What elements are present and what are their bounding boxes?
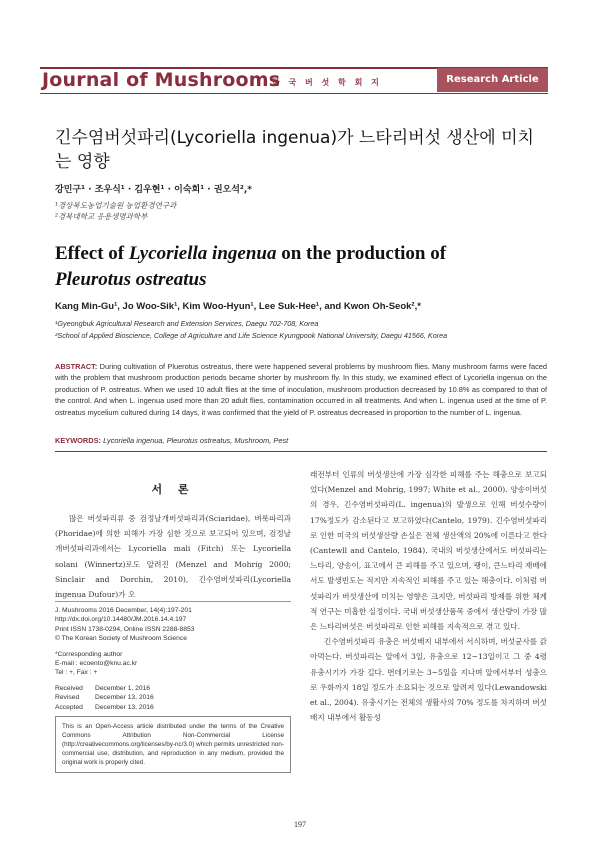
intro-right-paragraph-2: 긴수염버섯파리 유충은 버섯배지 내부에서 서식하며, 버섯균사를 갉아먹는다. 버섯파리는 알에서 3일, 유충으로 12~13일이고 그 중 4령 유충시기가 가장 길다. 번데기로는 3~5일을 지나며 알에서부터 성충으로 우화까지 18일 정도가 소요되는 것으로 알려져 있다(Lewandowski et al., 2004). 유충시기는 전체의 생활사의 70% 정도를 차지하며 버섯배지 내부에서 활동성 — [310, 637, 547, 723]
phone-fax-line: Tel : +, Fax : + — [55, 669, 98, 677]
date-value: December 13, 2016 — [95, 694, 154, 702]
korean-title: 긴수염버섯파리(Lycoriella ingenua)가 느타리버섯 생산에 미치는 영향 — [55, 128, 534, 172]
date-value: December 13, 2016 — [95, 703, 154, 711]
journal-title: Journal of Mushrooms — [42, 69, 281, 91]
citation-line: J. Mushrooms 2016 December, 14(4):197-201 — [55, 607, 192, 614]
keywords-label: KEYWORDS: — [55, 436, 101, 445]
intro-right-paragraph-1: 래전부터 인류의 버섯생산에 가장 심각한 피해를 주는 해충으로 보고되었다(Menzel and Mohrig, 1997; White et al., 2000). 양송이버섯의 경우, 긴수염버섯파리(L. ingenua)의 발생으로 인해 버섯수량이 17%정도가 감소된다고 보고하였다(Cantelo, 1979). 긴수염버섯파리로 인한 미국의 버섯생산량 손실은 전체 생산액의 20%에 이른다고 한다(Cantewll and Cantelo, 1984). 국내의 버섯생산에서도 버섯파리는 느타리, 양송이, 표고에서 큰 피해를 주고 있으며, 팽이, 큰느타리 재배에서도 발생빈도는 적지만 지속적인 피해를 주고 있는 해충이다. 이처럼 버섯파리가 버섯생산에 미치는 영향은 크지만, 버섯파리 방제를 위한 체계적 연구는 미흡한 실정이다. 국내 버섯생산품목 중에서 생산량이 가장 많은 느타리버섯은 버섯파리로 인한 피해를 지속적으로 겪고 있다. — [310, 470, 547, 632]
keywords — [55, 436, 547, 445]
copyright-line: © The Korean Society of Mushroom Science — [55, 635, 187, 643]
abstract-label: ABSTRACT: — [55, 362, 98, 371]
open-access-notice: This is an Open-Access article distributed under the terms of the Creative Commons Attribution Non-Commercial License (http://creativecommons.org/licenses/by-nc/3.0) which permits unrestricted non-commercial use, distribution, and reproduction in any medium, provided the original work is properly cited. — [55, 716, 291, 773]
abstract — [55, 361, 547, 418]
issn-line: Print ISSN 1738-0294, Online ISSN 2288-8853 — [55, 625, 195, 633]
date-label: Revised — [55, 694, 80, 702]
date-label: Received — [55, 684, 83, 692]
keywords-divider — [55, 451, 547, 452]
date-label: Accepted — [55, 703, 83, 711]
article-type-badge: Research Article — [437, 68, 548, 92]
article-info — [55, 601, 291, 824]
korean-affiliation-1: ¹경상북도농업기술원 농업환경연구과 — [55, 201, 177, 210]
title-genus: Pleurotus ostreatus — [55, 269, 207, 290]
title-species: Lycoriella ingenua — [128, 243, 277, 264]
date-row — [55, 684, 291, 693]
date-value: December 1, 2016 — [95, 684, 151, 692]
section-title-intro: 서 론 — [151, 483, 195, 496]
date-row — [55, 693, 291, 702]
keywords-text: Lycoriella ingenua, Pleurotus ostreatus, Mushroom, Pest — [103, 436, 289, 445]
contact-info — [55, 650, 291, 678]
title-pre: Effect of — [55, 243, 129, 264]
dates-info — [55, 684, 291, 712]
citation-info — [55, 606, 291, 644]
english-authors: Kang Min-Gu¹, Jo Woo-Sik¹, Kim Woo-Hyun¹, Lee Suk-Hee¹, and Kwon Oh-Seok²,* — [55, 301, 421, 312]
intro-right-column — [310, 467, 547, 725]
intro-left-paragraph: 많은 버섯파리류 중 검정날개버섯파리과(Sciaridae), 벼룩파리과(Phoridae)에 의한 피해가 가장 심한 것으로 보고되어 있으며, 검정날개버섯파리과에서는 Lycoriella mali (Fitch) 또는 Lycoriella solani (Winnertz)로도 알려진 (Menzel and Mohrig 2000; Sinclair and Dorchin, 2010), 긴수염버섯파리(Lycoriella ingenua Dufour)가 오 — [55, 514, 291, 600]
korean-authors: 강민구¹ · 조우식¹ · 김우현¹ · 이숙희¹ · 권오석²,* — [55, 185, 252, 195]
page-number: 197 — [294, 820, 306, 829]
english-affiliation-1: ¹Gyeongbuk Agricultural Research and Extension Services, Daegu 702-708, Korea — [55, 319, 319, 328]
journal-korean-title: 한 국 버 섯 학 회 지 — [272, 78, 382, 87]
email-line[interactable]: E-mail : ecoento@knu.ac.kr — [55, 660, 138, 668]
korean-affiliation-2: ²경북대학교 응용생명과학부 — [55, 212, 148, 221]
doi-link[interactable]: http://dx.doi.org/10.14480/JM.2016.14.4.197 — [55, 616, 187, 624]
english-affiliation-2: ²School of Applied Bioscience, College of Agriculture and Life Science Kyungpook National University, Daegu 41566, Korea — [55, 331, 448, 340]
english-title — [55, 241, 545, 293]
abstract-text: During cultivation of Pluerotus ostreatus, there were happened several problems by mushroom flies. Many mushroom farms were faced with the problem that mushroom production periods became shorter by mushroom fly. In this study, we examined effect of Lycoriella ingenua on the production of P. ostreatus. When we used 10 adult flies at the time of inoculation, mushroom production decreased by 10.8% as compared to that of the control. And when L. ingenua used more than 20 adult flies, contamination occurred in all treatments. And when L. ingenua used at the time of P. ostreatus mycelium cultured during 14 days, it was confirmed that the yield of P. ostreatus decreased in proportion to the number of L. ingenua. — [55, 362, 547, 417]
date-row — [55, 703, 291, 712]
title-mid: on the production of — [276, 243, 447, 264]
corresponding-author-label: *Corresponding author — [55, 650, 123, 658]
